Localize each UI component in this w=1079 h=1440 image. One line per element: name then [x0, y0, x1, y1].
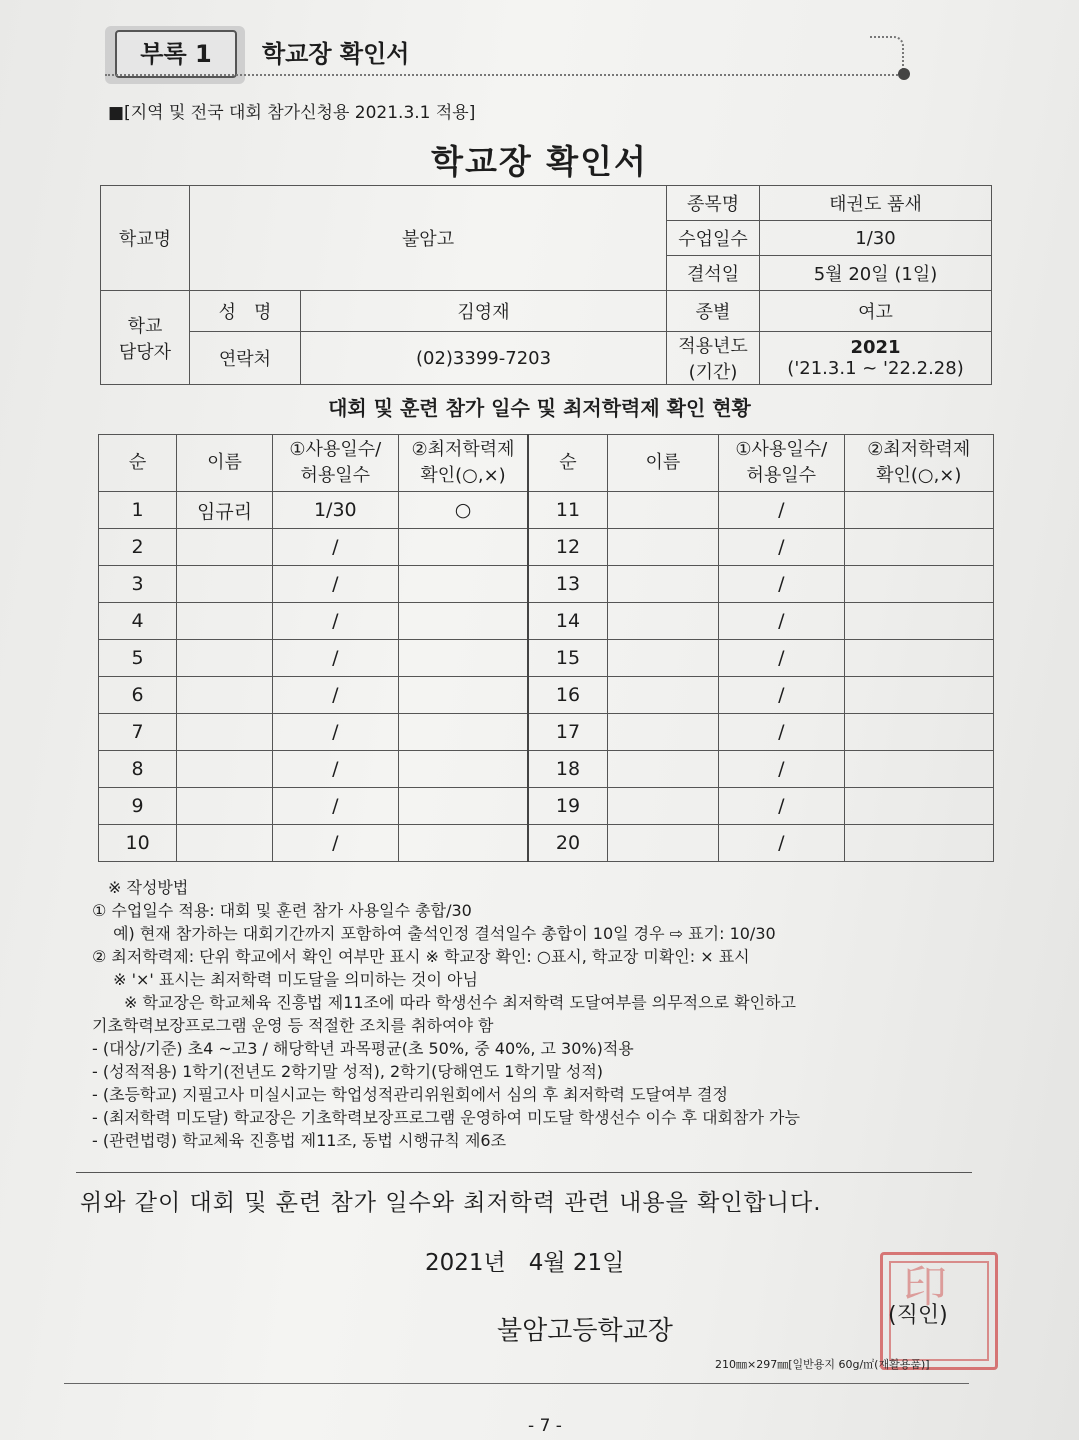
row-use-days: /	[272, 529, 398, 566]
header-check-right-line1: ②최저학력제	[867, 439, 971, 460]
event-label: 종목명	[667, 186, 760, 221]
row-name-right	[607, 825, 719, 862]
row-seq: 3	[99, 566, 177, 603]
row-check-right	[844, 825, 994, 862]
row-name: 임규리	[177, 492, 273, 529]
row-seq-right: 13	[528, 566, 607, 603]
header-use-line1: ①사용일수/	[289, 439, 382, 460]
row-seq: 6	[99, 677, 177, 714]
header-divider	[105, 74, 905, 76]
row-name	[177, 825, 273, 862]
row-seq: 9	[99, 788, 177, 825]
row-use-days-right: /	[719, 714, 844, 751]
header-check-line2: 확인(○,×)	[420, 465, 506, 486]
event-value: 태권도 품새	[760, 186, 992, 221]
table-row	[99, 603, 994, 640]
row-use-days-right: /	[719, 566, 844, 603]
footer-divider	[64, 1383, 969, 1384]
row-use-days-right: /	[719, 492, 844, 529]
row-seq: 2	[99, 529, 177, 566]
instruction-line: ※ 작성방법	[92, 878, 189, 897]
usage-note: ■[지역 및 전국 대회 참가신청용 2021.3.1 적용]	[108, 103, 476, 123]
row-check-right	[844, 529, 994, 566]
instruction-line: - (관련법령) 학교체육 진흥법 제11조, 동법 시행규칙 제6조	[92, 1131, 507, 1150]
instruction-line: - (최저학력 미도달) 학교장은 기초학력보장프로그램 운영하여 미도달 학생선수 이수 후 대회참가 가능	[92, 1108, 800, 1127]
row-seq: 7	[99, 714, 177, 751]
table-body	[99, 492, 994, 862]
row-check-right	[844, 714, 994, 751]
table-row	[99, 566, 994, 603]
appendix-title: 학교장 확인서	[262, 40, 410, 68]
row-use-days: /	[272, 603, 398, 640]
row-name-right	[607, 751, 719, 788]
document-title: 학교장 확인서	[431, 142, 648, 181]
row-use-days: /	[272, 751, 398, 788]
row-check: ○	[398, 492, 528, 529]
row-check	[398, 640, 528, 677]
row-use-days-right: /	[719, 788, 844, 825]
row-check-right	[844, 751, 994, 788]
year-label-line2: (기간)	[688, 362, 738, 383]
row-use-days-right: /	[719, 603, 844, 640]
row-seq: 5	[99, 640, 177, 677]
instruction-line: ※ 학교장은 학교체육 진흥법 제11조에 따라 학생선수 최저학력 도달여부를 의무적으로 확인하고	[92, 993, 796, 1012]
year-value: 2021	[850, 337, 901, 358]
row-check-right	[844, 640, 994, 677]
row-check	[398, 751, 528, 788]
name-label: 성 명	[190, 291, 301, 332]
contact-group-label	[101, 291, 190, 385]
table-row	[99, 640, 994, 677]
table-row	[99, 529, 994, 566]
year-label	[667, 332, 760, 385]
table-row	[99, 825, 994, 862]
instruction-line: ※ '×' 표시는 최저학력 미도달을 의미하는 것이 아님	[92, 970, 478, 989]
instruction-line: - (초등학교) 지필고사 미실시교는 학업성적관리위원회에서 심의 후 최저학력 도달여부 결정	[92, 1085, 728, 1104]
table-row	[99, 677, 994, 714]
row-use-days-right: /	[719, 751, 844, 788]
header-name: 이름	[177, 435, 273, 492]
row-seq-right: 18	[528, 751, 607, 788]
table-row	[99, 788, 994, 825]
row-name-right	[607, 788, 719, 825]
school-info-table	[100, 185, 992, 385]
year-value-cell	[760, 332, 992, 385]
row-use-days: /	[272, 640, 398, 677]
row-check-right	[844, 788, 994, 825]
class-days-label: 수업일수	[667, 221, 760, 256]
instruction-line: ① 수업일수 적용: 대회 및 훈련 참가 사용일수 총합/30	[92, 901, 472, 920]
row-name	[177, 640, 273, 677]
contact-group-label-line2: 담당자	[118, 341, 172, 363]
seal-label: (직인)	[888, 1303, 948, 1328]
row-name	[177, 529, 273, 566]
header-check-right-line2: 확인(○,×)	[876, 465, 962, 486]
row-use-days: /	[272, 566, 398, 603]
row-seq-right: 16	[528, 677, 607, 714]
confirmation-statement: 위와 같이 대회 및 훈련 참가 일수와 최저학력 관련 내용을 확인합니다.	[80, 1190, 822, 1216]
row-name	[177, 677, 273, 714]
row-check	[398, 788, 528, 825]
issue-date: 2021년 4월 21일	[425, 1250, 625, 1276]
header-use-right-line2: 허용일수	[746, 465, 817, 486]
phone-value: (02)3399-7203	[301, 332, 667, 385]
header-use-right	[719, 435, 844, 492]
instruction-line: 예) 현재 참가하는 대회기간까지 포함하여 출석인정 결석일수 총합이 10일 경우 ⇨ 표기: 10/30	[92, 924, 776, 943]
name-value: 김영재	[301, 291, 667, 332]
row-name-right	[607, 492, 719, 529]
row-check	[398, 529, 528, 566]
row-name-right	[607, 640, 719, 677]
row-check	[398, 677, 528, 714]
gender-label: 종별	[667, 291, 760, 332]
instruction-line: - (성적적용) 1학기(전년도 2학기말 성적), 2학기(당해연도 1학기말 성적)	[92, 1062, 604, 1081]
row-use-days: /	[272, 677, 398, 714]
row-name-right	[607, 677, 719, 714]
gender-value: 여고	[760, 291, 992, 332]
header-use-right-line1: ①사용일수/	[735, 439, 828, 460]
appendix-label: 부록 1	[115, 30, 237, 78]
instruction-line: ② 최저학력제: 단위 학교에서 확인 여부만 표시 ※ 학교장 확인: ○표시, 학교장 미확인: × 표시	[92, 947, 750, 966]
notes-divider	[76, 1172, 972, 1173]
header-decoration	[870, 36, 904, 74]
header-check-line1: ②최저학력제	[411, 439, 515, 460]
period-value: ('21.3.1 ~ '22.2.28)	[787, 358, 964, 379]
row-use-days: /	[272, 825, 398, 862]
row-check-right	[844, 677, 994, 714]
table-row	[99, 751, 994, 788]
header-seq-right: 순	[528, 435, 607, 492]
contact-group-label-line1: 학교	[127, 315, 163, 337]
row-name	[177, 751, 273, 788]
row-seq-right: 14	[528, 603, 607, 640]
row-name	[177, 788, 273, 825]
row-check-right	[844, 603, 994, 640]
row-use-days: /	[272, 714, 398, 751]
table-row	[99, 714, 994, 751]
row-use-days: /	[272, 788, 398, 825]
row-seq-right: 17	[528, 714, 607, 751]
table-row	[99, 492, 994, 529]
section-title: 대회 및 훈련 참가 일수 및 최저학력제 확인 현황	[328, 396, 751, 420]
table-header-row	[99, 435, 994, 492]
row-seq: 1	[99, 492, 177, 529]
page-number: - 7 -	[528, 1416, 562, 1436]
row-check	[398, 714, 528, 751]
header-dot	[898, 68, 910, 80]
instruction-line: 기초학력보장프로그램 운영 등 적절한 조치를 취하여야 함	[92, 1016, 494, 1035]
row-name	[177, 714, 273, 751]
paper-spec: 210㎜×297㎜[일반용지 60g/㎡(재활용품)]	[715, 1358, 930, 1371]
principal-signature: 불암고등학교장	[497, 1316, 673, 1346]
absence-value: 5월 20일 (1일)	[760, 256, 992, 291]
row-name-right	[607, 566, 719, 603]
seal-glyph-icon: 印	[895, 1263, 946, 1307]
row-seq: 4	[99, 603, 177, 640]
school-value: 불암고	[190, 186, 667, 291]
class-days-value: 1/30	[760, 221, 992, 256]
row-seq-right: 20	[528, 825, 607, 862]
row-name-right	[607, 529, 719, 566]
header-seq: 순	[99, 435, 177, 492]
instruction-line: - (대상/기준) 초4 ~고3 / 해당학년 과목평균(초 50%, 중 40%, 고 30%)적용	[92, 1039, 634, 1058]
row-use-days: 1/30	[272, 492, 398, 529]
absence-label: 결석일	[667, 256, 760, 291]
participation-table	[98, 434, 994, 862]
row-use-days-right: /	[719, 640, 844, 677]
row-seq: 10	[99, 825, 177, 862]
row-seq-right: 19	[528, 788, 607, 825]
row-seq: 8	[99, 751, 177, 788]
row-name-right	[607, 714, 719, 751]
row-seq-right: 12	[528, 529, 607, 566]
header-check	[398, 435, 528, 492]
row-use-days-right: /	[719, 677, 844, 714]
instructions	[92, 876, 992, 1152]
school-label: 학교명	[101, 186, 190, 291]
row-name	[177, 603, 273, 640]
header-check-right	[844, 435, 994, 492]
header-use-line2: 허용일수	[300, 465, 371, 486]
row-name	[177, 566, 273, 603]
header-use	[272, 435, 398, 492]
row-seq-right: 11	[528, 492, 607, 529]
row-check	[398, 603, 528, 640]
row-check-right	[844, 566, 994, 603]
row-check	[398, 566, 528, 603]
row-seq-right: 15	[528, 640, 607, 677]
row-check-right	[844, 492, 994, 529]
row-name-right	[607, 603, 719, 640]
row-check	[398, 825, 528, 862]
header-name-right: 이름	[607, 435, 719, 492]
row-use-days-right: /	[719, 529, 844, 566]
row-use-days-right: /	[719, 825, 844, 862]
phone-label: 연락처	[190, 332, 301, 385]
year-label-line1: 적용년도	[678, 336, 748, 357]
